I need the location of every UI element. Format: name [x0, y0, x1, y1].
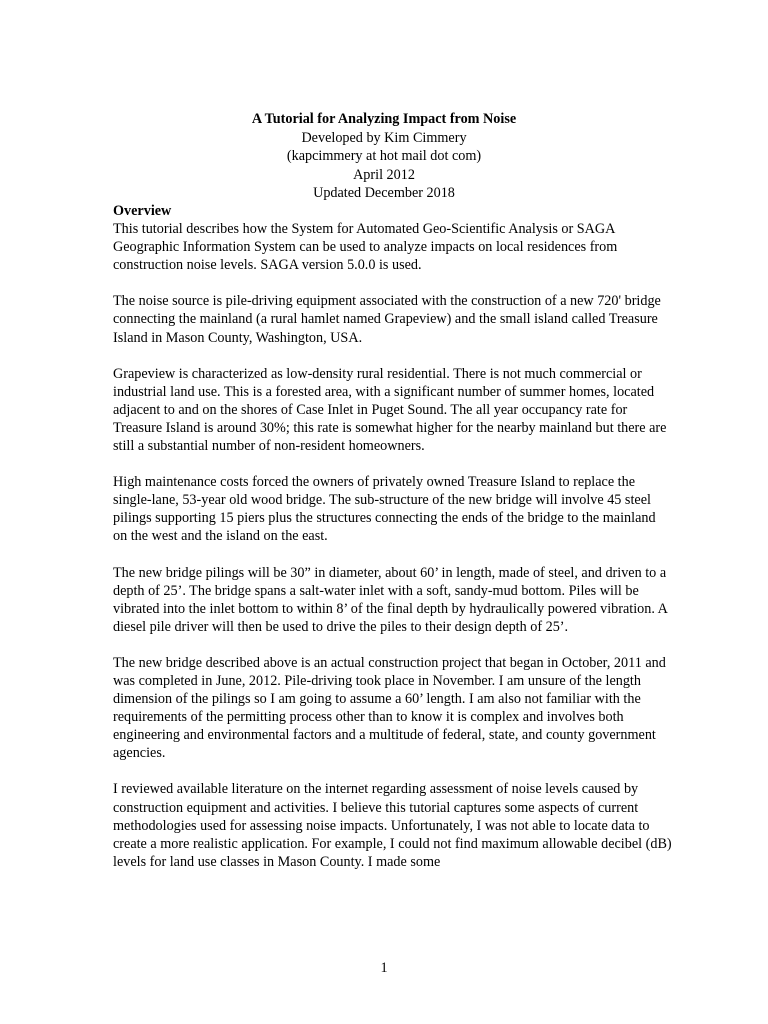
paragraph: I reviewed available literature on the internet regarding assessment of noise levels caused by construction equipment and activities. I believe this tutorial captures some aspects of current methodologies used for assessing noise impacts. Unfortunately, I was not able to locate data to create a more realistic application. For example, I could not find maximum allowable decibel (dB) levels for land use classes in Mason County. I made some: [113, 781, 672, 870]
document-date: April 2012: [353, 166, 415, 183]
paragraph: The new bridge pilings will be 30” in diameter, about 60’ in length, made of steel, and driven to a depth of 25’. The bridge spans a salt-water inlet with a soft, sandy-mud bottom. Piles will be vibrated into the inlet bottom to within 8’ of the final depth by hydraulically powered vibration. A diesel pile driver will then be used to drive the piles to their design depth of 25’.: [113, 564, 668, 635]
author-contact: (kapcimmery at hot mail dot com): [286, 148, 482, 164]
paragraph: Grapeview is characterized as low-density rural residential. There is not much commercial or industrial land use. This is a forested area, with a significant number of summer homes, located adjacent to and on the shores of Case Inlet in Puget Sound. The all year occupancy rate for Treasure Island is around 30%; this rate is somewhat higher for the nearby mainland but there are still a substantial number of non-resident homeowners.: [113, 365, 667, 455]
document-body: [113, 202, 673, 889]
paragraph: The new bridge described above is an actual construction project that began in October, 2011 and was completed in June, 2012. Pile-driving took place in November. I am unsure of the length dimension of the pilings so I am going to assume a 60’ length. I am also not familiar with the requirements of the permitting process other than to know it is complex and involves both engineering and environmental factors and a multitude of federal, state, and county government agencies.: [113, 654, 666, 762]
paragraph: The noise source is pile-driving equipment associated with the construction of a new 720' bridge connecting the mainland (a rural hamlet named Grapeview) and the small island called Treasure Island in Mason County, Washington, USA.: [113, 293, 661, 346]
paragraph: This tutorial describes how the System for Automated Geo-Scientific Analysis or SAGA Geographic Information System can be used to analyze impacts on local residences from construction noise levels. SAGA version 5.0.0 is used.: [113, 221, 618, 274]
page-number: 1: [380, 960, 388, 976]
section-heading-overview: Overview: [113, 203, 172, 219]
title-block: [0, 110, 768, 203]
document-title: A Tutorial for Analyzing Impact from Noise: [251, 111, 517, 127]
author-byline: Developed by Kim Cimmery: [301, 129, 467, 146]
paragraph: High maintenance costs forced the owners of privately owned Treasure Island to replace the single-lane, 53-year old wood bridge. The sub-structure of the new bridge will involve 45 steel pilings supporting 15 piers plus the structures connecting the ends of the bridge to the mainland on the west and the island on the east.: [113, 474, 656, 545]
document-updated-date: Updated December 2018: [313, 185, 455, 201]
